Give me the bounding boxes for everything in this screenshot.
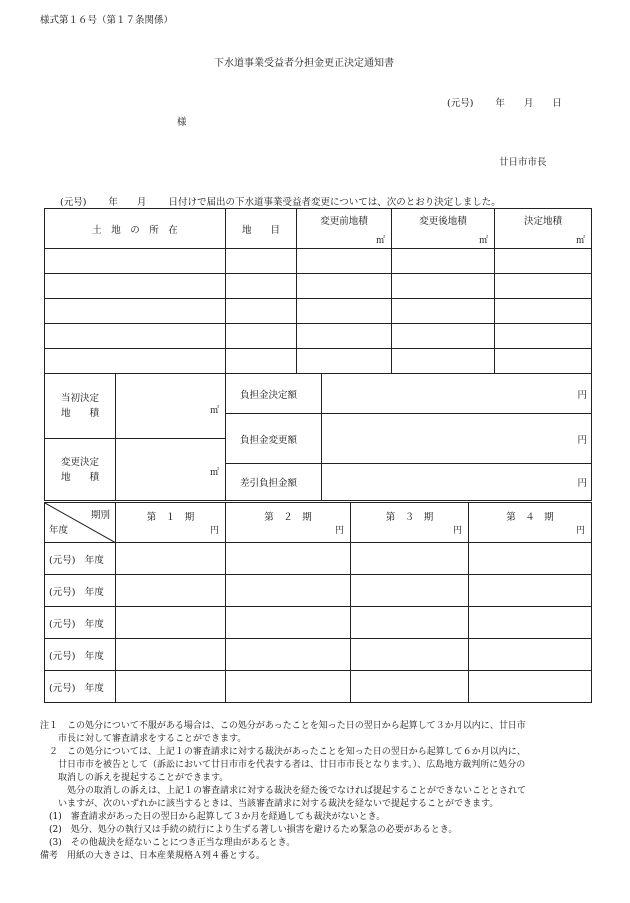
header-location: 土 地 の 所 在 [45,209,226,249]
year-cell: (元号) 年度 [45,607,116,639]
header-decided: 決定地積 ㎡ [495,209,592,249]
diff-amount-value[interactable]: 円 [322,464,592,501]
notes [40,720,600,863]
issue-date: (元号) 年 月 日 [447,98,562,109]
changed-area-value[interactable]: ㎡ [116,439,226,501]
period-label: 期別 [90,510,110,521]
land-row [45,249,592,274]
note-line: (1) 審査請求があった日の翌日から起算して３か月を経過しても裁決がないとき。 [40,812,386,822]
period-4-header: 第 ４ 期 円 [469,503,592,543]
note-line: 市長に対して審査請求をすることができます。 [40,734,247,744]
changed-amount-label: 負担金変更額 [226,414,322,464]
installment-row [45,607,592,639]
note-line: 廿日市市を被告として（訴訟において廿日市市を代表する者は、廿日市市長となります。）、広島地方裁判所に処分の [40,760,526,770]
note-line: いますが、次のいずれかに該当するときは、当該審査請求に対する裁決を経ないで提起することができます。 [40,799,499,809]
header-before: 変更前地積 ㎡ [297,209,392,249]
year-cell: (元号) 年度 [45,575,116,607]
year-cell: (元号) 年度 [45,543,116,575]
land-row [45,299,592,324]
year-label: 年度 [49,525,69,536]
installment-row [45,639,592,671]
land-row [45,349,592,374]
installment-row [45,575,592,607]
decided-amount-label: 負担金決定額 [226,374,322,414]
addressee-suffix: 様 [177,117,187,128]
installment-table [44,502,592,703]
header-lot: 地 目 [226,209,297,249]
period-year-header [45,503,116,543]
land-row [45,274,592,299]
initial-area-value[interactable]: ㎡ [116,374,226,439]
year-cell: (元号) 年度 [45,671,116,703]
diff-amount-label: 差引負担金額 [226,464,322,501]
amount-table [44,373,592,501]
changed-amount-value[interactable]: 円 [322,414,592,464]
note-line: (3) その他裁決を経ないことにつき正当な理由があるとき。 [40,838,296,848]
land-table [44,208,592,374]
note-line: 取消しの訴えを提起することができます。 [40,773,229,783]
note-line: (2) 処分、処分の執行又は手続の続行により生ずる著しい損害を避けるため緊急の必要があるとき。 [40,825,458,835]
note-line: ２ この処分については、上記１の審査請求に対する裁決があったことを知った日の翌日から起算して６か月以内に、 [40,747,526,757]
header-after: 変更後地積 ㎡ [392,209,495,249]
year-cell: (元号) 年度 [45,639,116,671]
intro-text: (元号) 年 月 日付けで届出の下水道事業受益者変更については、次のとおり決定しました。 [60,197,501,208]
period-2-header: 第 ２ 期 円 [226,503,351,543]
period-1-header: 第 １ 期 円 [116,503,226,543]
land-row [45,324,592,349]
initial-area-label: 当初決定 地 積 [45,374,116,439]
installment-row [45,543,592,575]
document-title: 下水道事業受益者分担金更正決定通知書 [214,58,394,69]
form-id: 様式第１６号（第１７条関係） [40,15,174,26]
period-3-header: 第 ３ 期 円 [351,503,469,543]
note-line: 注１ この処分について不服がある場合は、この処分があったことを知った日の翌日から起算して３か月以内に、廿日市 [40,721,526,731]
installment-row [45,671,592,703]
decided-amount-value[interactable]: 円 [322,374,592,414]
changed-area-label: 変更決定 地 積 [45,439,116,501]
note-remarks: 備考 用紙の大きさは、日本産業規格Ａ列４番とする。 [40,851,266,861]
note-line: 処分の取消しの訴えは、上記１の審査請求に対する裁決を経た後でなければ提起することができないこととされて [40,786,527,796]
issuer: 廿日市市長 [499,157,547,168]
